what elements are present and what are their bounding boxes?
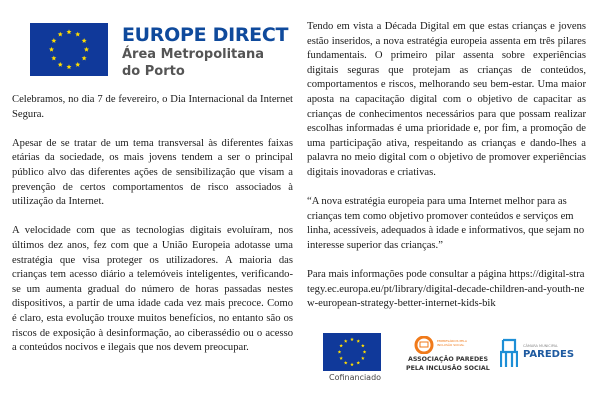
camara-paredes-logo: [500, 337, 575, 371]
star-icon: [356, 339, 360, 342]
paragraph: Apesar de se tratar de um tema transversal às diferentes faixas etárias da sociedade, os mais jovens tendem a ser o principal público alvo das diferentes ações de sensibilização que visam a prevenção de certos comportamentos de risco associados à utilização da Internet.: [12, 137, 293, 208]
eu-cofinanced-flag: [323, 333, 381, 371]
star-icon: [58, 32, 63, 37]
star-icon: [51, 38, 56, 43]
eu-stars-icon: [30, 23, 108, 76]
eu-flag-logo: [30, 23, 108, 76]
camara-name: PAREDES: [523, 349, 575, 360]
star-icon: [82, 38, 87, 43]
star-icon: [75, 62, 80, 67]
star-icon: [350, 338, 354, 341]
star-icon: [82, 56, 87, 61]
star-icon: [75, 32, 80, 37]
cofinanciado-caption: Cofinanciado: [329, 373, 382, 382]
chair-icon: [500, 338, 518, 368]
star-icon: [344, 361, 348, 364]
star-icon: [339, 344, 343, 347]
quote-paragraph: “A nova estratégia europeia para uma Internet melhor para as crianças tem como objetivo promover conteúdos e serviços em linha, acessíveis, adequados à idade e informativos, que sejam no interesse superior das crianças.”: [307, 196, 585, 251]
star-icon: [66, 64, 71, 69]
star-icon: [338, 350, 342, 353]
star-icon: [51, 56, 56, 61]
brand-subtitle-2: do Porto: [122, 64, 185, 79]
associacao-paredes-logo: [405, 336, 490, 376]
brand-subtitle-1: Área Metropolitana: [122, 47, 265, 62]
star-icon: [361, 344, 365, 347]
eu-stars-icon: [323, 333, 381, 371]
star-icon: [356, 361, 360, 364]
star-icon: [66, 29, 71, 34]
assoc-name-line1: ASSOCIAÇÃO PAREDES: [408, 356, 489, 363]
paragraph: Tendo em vista a Década Digital em que estas crianças e jovens estão inseridos, a nova estratégia europeia assenta em três pilares fundamentais. O primeiro pilar assenta sobre experiências digitais seguras que protejam as crianças de conteúdos, comportamentos e riscos, melhorando seu bem-estar. Uma maior aposta na capacitação digital com o objetivo de capacitar as crianças de conhecimentos necessários para que possam realizar escolhas informadas é uma prioridade e, por fim, a promoção de uma participação ativa, respeitando as crianças e dando-lhes a palavra no meio digital com o objetivo de promover experiências digitais inovadoras e criativas.: [307, 21, 586, 178]
paragraph: Celebramos, no dia 7 de fevereiro, o Dia Internacional da Internet Segura.: [12, 94, 293, 120]
star-icon: [49, 47, 54, 52]
star-icon: [363, 350, 367, 353]
star-icon: [344, 339, 348, 342]
star-icon: [361, 356, 365, 359]
more-info-paragraph: Para mais informações pode consultar a página https://digital-strategy.ec.europa.eu/pt/library/digital-decade-children-and-youth-new-european-strategy-better-internet-kids-bik: [307, 269, 585, 310]
star-icon: [84, 47, 89, 52]
europe-direct-brand: [122, 25, 288, 80]
paragraph: A velocidade com que as tecnologias digitais evoluíram, nos últimos dez anos, fez com que a União Europeia adotasse uma estratégia que visa proteger os utilizadores. A maioria das crianças tem acesso diário a telemóveis inteligentes, verificando-se um aumenta gradual do número de horas passadas nestes dispositivos, a partir de uma idade cada vez mais precoce. Como é claro, esta evolução trouxe muitos benefícios, no entanto são os riscos de exposição à desinformação, ao ciberassédio ou o acesso a conteúdos nocivos e ilegais que nos devem preocupar.: [12, 225, 293, 354]
left-column: [12, 93, 293, 370]
assoc-name-line2: PELA INCLUSÃO SOCIAL: [406, 365, 490, 372]
star-icon: [350, 363, 354, 366]
handshake-circle-icon: [413, 336, 435, 354]
star-icon: [339, 356, 343, 359]
camara-label: CÂMARA MUNICIPAL: [523, 344, 558, 348]
brand-title: EUROPE DIRECT: [122, 24, 289, 46]
right-column: [307, 20, 586, 326]
star-icon: [58, 62, 63, 67]
assoc-tagline: EMPRESÁRIOS PELA INCLUSÃO SOCIAL: [437, 339, 467, 347]
